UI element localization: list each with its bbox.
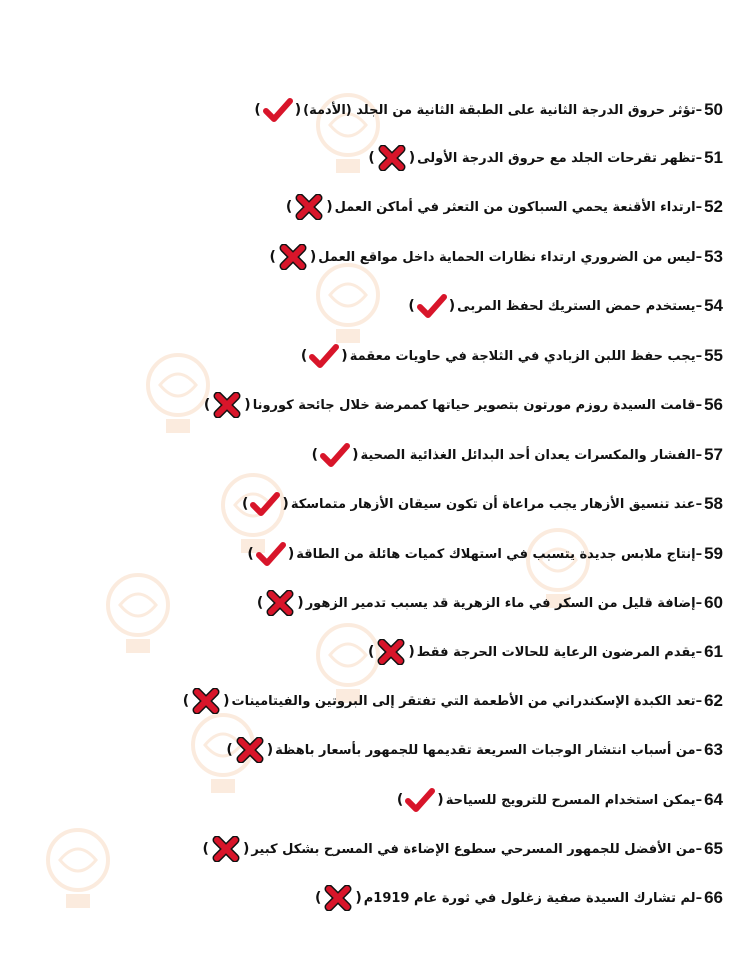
- question-row: 62 – تعد الكبدة الإسكندراني من الأطعمة التي تفتقر إلى البروتين والفيتامينات ( ): [181, 685, 723, 717]
- open-paren: (: [244, 397, 251, 413]
- question-row: 56 – قامت السيدة روزم مورتون بتصوير حياتها كممرضة خلال جائحة كورونا ( ): [202, 389, 723, 421]
- question-text: يستخدم حمض الستريك لحفظ المربى: [457, 298, 696, 314]
- check-icon: [320, 442, 350, 468]
- check-icon: [417, 293, 447, 319]
- open-paren: (: [297, 595, 304, 611]
- open-paren: (: [294, 102, 302, 118]
- question-number: 53: [704, 247, 723, 266]
- check-icon: [250, 491, 280, 517]
- open-paren: (: [326, 199, 333, 215]
- question-row: 64 – يمكن استخدام المسرح للترويج للسياحة ( ): [395, 784, 723, 816]
- open-paren: (: [282, 496, 289, 512]
- check-icon: [256, 541, 286, 567]
- question-row: 54 – يستخدم حمض الستريك لحفظ المربى ( ): [406, 290, 723, 322]
- close-paren: ): [256, 595, 264, 611]
- cross-icon: [191, 688, 221, 714]
- question-text: قامت السيدة روزم مورتون بتصوير حياتها كممرضة خلال جائحة كورونا: [252, 397, 696, 413]
- question-row: 66 – لم تشارك السيدة صفية زغلول في ثورة عام 1919م ( ): [313, 882, 723, 914]
- cross-icon: [323, 885, 353, 911]
- question-text: تعد الكبدة الإسكندراني من الأطعمة التي تفتقر إلى البروتين والفيتامينات: [231, 693, 696, 709]
- cross-icon: [211, 836, 241, 862]
- close-paren: ): [242, 496, 249, 512]
- question-row: 53 – ليس من الضروري ارتداء نظارات الحماية داخل مواقع العمل ( ): [267, 241, 723, 273]
- question-number: 63: [704, 740, 723, 759]
- close-paren: ): [368, 150, 375, 166]
- question-text: ارتداء الأقنعة يحمي السباكون من التعثر في أماكن العمل: [334, 199, 696, 215]
- question-text: يجب حفظ اللبن الزبادي في الثلاجة في حاويات معقمة: [349, 348, 696, 364]
- question-text: عند تنسيق الأزهار يجب مراعاة أن تكون سيقان الأزهار متماسكة: [290, 496, 696, 512]
- open-paren: (: [352, 447, 359, 463]
- open-paren: (: [448, 298, 456, 314]
- question-number: 54: [704, 296, 723, 315]
- question-number: 57: [704, 445, 723, 464]
- close-paren: ): [408, 298, 415, 314]
- question-row: 63 – من أسباب انتشار الوجبات السريعة تقديمها للجمهور بأسعار باهظة ( ): [224, 734, 723, 766]
- close-paren: ): [311, 447, 319, 463]
- question-number: 55: [704, 346, 723, 365]
- question-number: 50: [704, 100, 723, 119]
- question-number: 66: [704, 888, 723, 907]
- question-number: 59: [704, 544, 723, 563]
- question-row: 57 – الفشار والمكسرات يعدان أحد البدائل الغذائية الصحية ( ): [310, 439, 723, 471]
- cross-icon: [294, 194, 324, 220]
- question-number: 62: [704, 691, 723, 710]
- question-row: 58 – عند تنسيق الأزهار يجب مراعاة أن تكون سيقان الأزهار متماسكة ( ): [240, 488, 723, 520]
- question-text: من الأفضل للجمهور المسرحي سطوع الإضاءة في المسرح بشكل كبير: [251, 841, 696, 857]
- close-paren: ): [314, 890, 322, 906]
- close-paren: ): [396, 792, 404, 808]
- open-paren: (: [266, 742, 274, 758]
- question-row: 50 – تؤثر حروق الدرجة الثانية على الطبقة الثانية من الجلد (الأدمة) ( ): [252, 94, 723, 126]
- question-text: تؤثر حروق الدرجة الثانية على الطبقة الثانية من الجلد (الأدمة): [303, 102, 696, 118]
- open-paren: (: [223, 693, 230, 709]
- question-text: يمكن استخدام المسرح للترويج للسياحة: [445, 792, 696, 808]
- cross-icon: [278, 244, 308, 270]
- cross-icon: [265, 590, 295, 616]
- question-number: 56: [704, 395, 723, 414]
- close-paren: ): [300, 348, 308, 364]
- question-number: 65: [704, 839, 723, 858]
- question-text: يقدم المرضون الرعاية للحالات الحرجة فقط: [416, 644, 696, 660]
- cross-icon: [212, 392, 242, 418]
- open-paren: (: [408, 644, 415, 660]
- question-text: ليس من الضروري ارتداء نظارات الحماية داخل مواقع العمل: [318, 249, 696, 265]
- question-row: 52 – ارتداء الأقنعة يحمي السباكون من التعثر في أماكن العمل ( ): [284, 191, 723, 223]
- question-number: 51: [704, 148, 723, 167]
- question-row: 61 – يقدم المرضون الرعاية للحالات الحرجة فقط ( ): [366, 636, 723, 668]
- close-paren: ): [202, 841, 209, 857]
- open-paren: (: [287, 546, 295, 562]
- open-paren: (: [242, 841, 250, 857]
- close-paren: ): [247, 546, 254, 562]
- question-number: 61: [704, 642, 723, 661]
- question-text: من أسباب انتشار الوجبات السريعة تقديمها للجمهور بأسعار باهظة: [275, 742, 696, 758]
- question-number: 58: [704, 494, 723, 513]
- check-icon: [263, 97, 293, 123]
- question-text: الفشار والمكسرات يعدان أحد البدائل الغذائية الصحية: [360, 447, 696, 463]
- check-icon: [405, 787, 435, 813]
- question-row: 60 – إضافة قليل من السكر في ماء الزهرية قد يسبب تدمير الزهور ( ): [255, 587, 723, 619]
- close-paren: ): [269, 249, 276, 265]
- question-row: 65 – من الأفضل للجمهور المسرحي سطوع الإضاءة في المسرح بشكل كبير ( ): [201, 833, 723, 865]
- question-row: 59 – إنتاج ملابس جديدة يتسبب في استهلاك كميات هائلة من الطاقة ( ): [245, 538, 723, 570]
- question-number: 64: [704, 790, 723, 809]
- check-icon: [309, 343, 339, 369]
- open-paren: (: [309, 249, 317, 265]
- open-paren: (: [355, 890, 362, 906]
- question-number: 52: [704, 197, 723, 216]
- open-paren: (: [341, 348, 348, 364]
- question-text: لم تشارك السيدة صفية زغلول في ثورة عام 1919م: [363, 890, 696, 906]
- close-paren: ): [203, 397, 211, 413]
- close-paren: ): [226, 742, 233, 758]
- open-paren: (: [437, 792, 444, 808]
- cross-icon: [377, 145, 407, 171]
- close-paren: ): [182, 693, 190, 709]
- close-paren: ): [367, 644, 375, 660]
- cross-icon: [235, 737, 265, 763]
- question-text: إنتاج ملابس جديدة يتسبب في استهلاك كميات هائلة من الطاقة: [296, 546, 696, 562]
- question-number: 60: [704, 593, 723, 612]
- close-paren: ): [285, 199, 293, 215]
- question-row: 51 – تظهر تقرحات الجلد مع حروق الدرجة الأولى ( ): [366, 142, 723, 174]
- question-text: تظهر تقرحات الجلد مع حروق الدرجة الأولى: [417, 150, 696, 166]
- open-paren: (: [408, 150, 416, 166]
- close-paren: ): [254, 102, 261, 118]
- question-text: إضافة قليل من السكر في ماء الزهرية قد يسبب تدمير الزهور: [305, 595, 696, 611]
- question-row: 55 – يجب حفظ اللبن الزبادي في الثلاجة في حاويات معقمة ( ): [299, 340, 723, 372]
- cross-icon: [376, 639, 406, 665]
